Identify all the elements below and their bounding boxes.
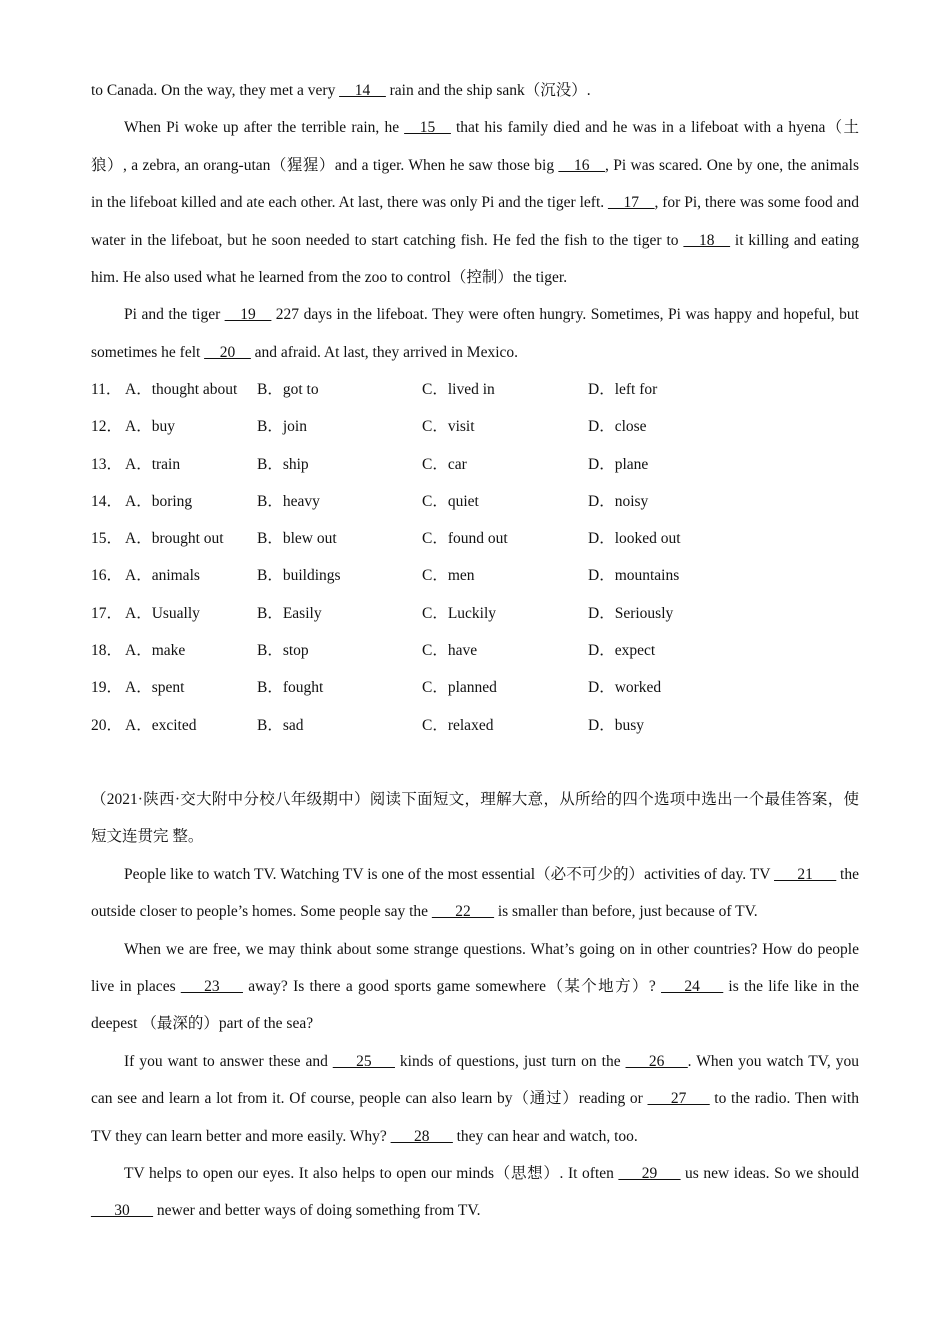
option-b: B．got to: [257, 381, 319, 398]
option-b: B．join: [257, 418, 307, 436]
question-number: 16．: [91, 567, 123, 585]
option-a: A．thought about: [125, 381, 238, 398]
option-b: B．buildings: [257, 567, 341, 585]
text-run: Pi and the tiger: [124, 306, 225, 324]
text-run: TV helps to open our eyes. It also helps to open our minds（思想）. It often: [124, 1165, 619, 1183]
question-19-options: [91, 669, 859, 706]
section-instruction: （2021·陕西·交大附中分校八年级期中）阅读下面短文，理解大意，从所给的四个选项中选出一个最佳答案，使短文连贯完 整。: [91, 791, 859, 846]
passage-1-paragraph-1: [91, 109, 859, 296]
passage-1-paragraph-2: [91, 296, 859, 371]
question-17-options: [91, 595, 859, 632]
text-run: When we are free, we may think about some strange questions. What’s going on in other countries? How do people live in places: [91, 940, 859, 996]
blank-28: ___28___: [390, 1127, 453, 1145]
question-11-options: [91, 371, 859, 408]
passage-2-paragraph-2: [91, 931, 859, 1043]
option-d: D．noisy: [588, 492, 649, 510]
option-d: D．expect: [588, 642, 656, 660]
text-run: rain and the ship sank（沉没）.: [385, 82, 591, 99]
question-16-options: [91, 557, 859, 594]
text-run: newer and better ways of doing something from TV.: [153, 1202, 481, 1220]
option-d: D．Seriously: [588, 604, 674, 622]
question-15-options: [91, 520, 859, 557]
blank-26: ___26___: [625, 1052, 688, 1070]
option-c: C．relaxed: [422, 716, 494, 734]
passage-2-paragraph-3: [91, 1043, 859, 1155]
blank-29: ___29___: [618, 1165, 681, 1183]
option-b: B．sad: [257, 716, 304, 734]
option-d: D．close: [588, 418, 647, 436]
blank-15: __15__: [404, 119, 451, 137]
option-c: C．Luckily: [422, 604, 497, 622]
option-d: D．looked out: [588, 530, 681, 548]
option-b: B．stop: [257, 642, 309, 660]
option-a: A．excited: [125, 716, 197, 734]
text-run: is the life like in the deepest （最深的）part of the sea?: [91, 978, 860, 1033]
question-20-options: [91, 707, 859, 744]
option-a: A．boring: [125, 492, 193, 510]
option-b: B．ship: [257, 455, 309, 473]
blank-25: ___25___: [332, 1052, 395, 1070]
passage-1-paragraph-0: [91, 72, 859, 109]
blank-18: __18__: [683, 231, 730, 249]
option-b: B．heavy: [257, 492, 320, 510]
option-a: A．Usually: [125, 604, 200, 622]
blank-27: ___27___: [647, 1090, 710, 1108]
question-number: 13．: [91, 455, 123, 473]
question-number: 12．: [91, 418, 123, 436]
question-number: 19．: [91, 679, 123, 697]
option-a: A．train: [125, 455, 181, 473]
options-list: [91, 371, 859, 744]
option-c: C．visit: [422, 418, 475, 436]
blank-19: __19__: [224, 306, 272, 324]
question-number: 15．: [91, 530, 123, 548]
passage-2: [91, 781, 859, 1230]
text-run: When Pi woke up after the terrible rain, he: [124, 119, 405, 137]
question-number: 20．: [91, 716, 123, 734]
question-12-options: [91, 408, 859, 445]
text-run: they can hear and watch, too.: [452, 1127, 638, 1145]
text-run: to the radio. Then with TV they can learn better and more easily. Why?: [91, 1090, 859, 1145]
blank-20: __20__: [204, 343, 251, 361]
blank-24: ___24___: [661, 978, 724, 996]
blank-30: ___30___: [91, 1202, 153, 1220]
option-c: C．found out: [422, 530, 508, 548]
option-c: C．quiet: [422, 492, 479, 510]
option-a: A．spent: [125, 679, 185, 697]
option-c: C．men: [422, 567, 475, 585]
option-a: A．brought out: [125, 530, 224, 548]
option-a: A．buy: [125, 418, 175, 436]
blank-16: __16__: [558, 156, 605, 174]
blank-14: __14__: [339, 82, 386, 99]
blank-17: __17__: [608, 194, 655, 212]
text-run: If you want to answer these and: [124, 1052, 333, 1070]
option-d: D．plane: [588, 455, 649, 473]
text-run: the outside closer to people’s homes. Some people say the: [91, 865, 859, 921]
question-number: 11．: [91, 381, 122, 398]
option-b: B．fought: [257, 679, 324, 697]
question-14-options: [91, 483, 859, 520]
option-c: C．have: [422, 642, 478, 660]
option-d: D．worked: [588, 679, 662, 697]
question-number: 14．: [91, 492, 123, 510]
text-run: People like to watch TV. Watching TV is one of the most essential（必不可少的）activities of day. TV: [124, 865, 775, 883]
option-b: B．Easily: [257, 604, 322, 622]
passage-2-paragraph-1: [91, 856, 859, 931]
passage-1: [91, 72, 859, 371]
blank-22: ___22___: [431, 903, 494, 921]
option-d: D．mountains: [588, 567, 680, 585]
passage-2-paragraph-4: [91, 1155, 859, 1230]
text-run: it killing and eating him. He also used what he learned from the zoo to control（控制）the tiger.: [91, 231, 859, 287]
question-13-options: [91, 446, 859, 483]
text-run: to Canada. On the way, they met a very: [91, 82, 340, 99]
option-d: D．left for: [588, 381, 658, 398]
option-c: C．lived in: [422, 381, 495, 398]
question-number: 17．: [91, 604, 123, 622]
option-c: C．planned: [422, 679, 497, 697]
text-run: that his family died and he was in a lifeboat with a hyena（土狼）, a zebra, an orang-utan（猩猩）and a tiger. When he saw those big: [91, 119, 859, 174]
blank-21: ___21___: [774, 865, 837, 883]
blank-23: ___23___: [180, 978, 243, 996]
text-run: away? Is there a good sports game somewhere（某个地方）?: [242, 978, 662, 996]
text-run: is smaller than before, just because of TV.: [493, 903, 758, 921]
text-run: us new ideas. So we should: [680, 1165, 859, 1183]
text-run: 227 days in the lifeboat. They were often hungry. Sometimes, Pi was happy and hopeful, but sometimes he felt: [91, 306, 859, 361]
text-run: kinds of questions, just turn on the: [394, 1052, 626, 1070]
text-run: , Pi was scared. One by one, the animals in the lifeboat killed and ate each other. At last, there was only Pi and the tiger left.: [91, 156, 859, 212]
text-run: , for Pi, there was some food and water in the lifeboat, but he soon needed to start catching fish. He fed the fish to the tiger to: [91, 194, 859, 249]
option-d: D．busy: [588, 716, 644, 734]
text-run: . When you watch TV, you can see and learn a lot from it. Of course, people can also learn by（通过）reading or: [91, 1052, 859, 1108]
question-number: 18．: [91, 642, 123, 660]
option-b: B．blew out: [257, 530, 337, 548]
option-a: A．make: [125, 642, 186, 660]
question-18-options: [91, 632, 859, 669]
text-run: and afraid. At last, they arrived in Mexico.: [250, 343, 519, 361]
option-c: C．car: [422, 455, 467, 473]
option-a: A．animals: [125, 567, 200, 585]
